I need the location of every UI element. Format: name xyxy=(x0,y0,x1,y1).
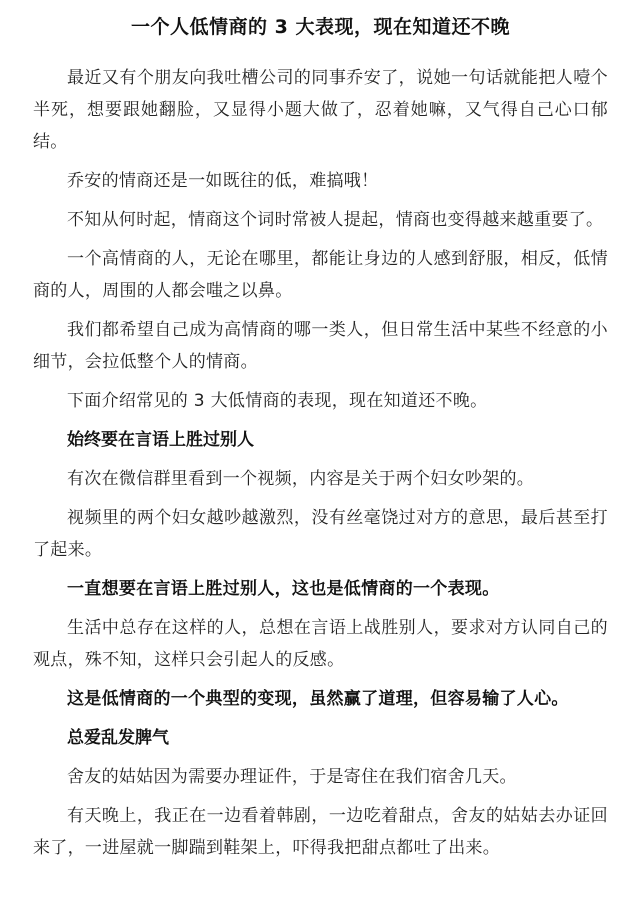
paragraph: 不知从何时起，情商这个词时常被人提起，情商也变得越来越重要了。 xyxy=(67,210,604,230)
paragraph: 舍友的姑姑因为需要办理证件，于是寄住在我们宿舍几天。 xyxy=(67,767,517,787)
paragraph: 一个高情商的人，无论在哪里，都能让身边的人感到舒服，相反，低情商的人，周围的人都会嗤之以鼻。 xyxy=(33,249,608,301)
article-title: 一个人低情商的 3 大表现，现在知道还不晚 xyxy=(131,16,510,38)
section-heading: 总爱乱发脾气 xyxy=(67,728,169,748)
paragraph: 乔安的情商还是一如既往的低，难搞哦！ xyxy=(67,171,379,191)
paragraph: 有天晚上，我正在一边看着韩剧，一边吃着甜点，舍友的姑姑去办证回来了，一进屋就一脚踹到鞋架上，吓得我把甜点都吐了出来。 xyxy=(33,806,608,858)
paragraph: 最近又有个朋友向我吐槽公司的同事乔安了，说她一句话就能把人噎个半死，想要跟她翻脸，又显得小题大做了，忍着她嘛，又气得自己心口郁结。 xyxy=(33,68,608,152)
paragraph: 有次在微信群里看到一个视频，内容是关于两个妇女吵架的。 xyxy=(67,469,535,489)
paragraph: 视频里的两个妇女越吵越激烈，没有丝毫饶过对方的意思，最后甚至打了起来。 xyxy=(33,508,608,560)
paragraph: 生活中总存在这样的人，总想在言语上战胜别人，要求对方认同自己的观点，殊不知，这样只会引起人的反感。 xyxy=(33,618,608,670)
bold-statement: 一直想要在言语上胜过别人，这也是低情商的一个表现。 xyxy=(67,579,500,599)
paragraph: 下面介绍常见的 3 大低情商的表现，现在知道还不晚。 xyxy=(67,391,488,411)
paragraph: 我们都希望自己成为高情商的哪一类人，但日常生活中某些不经意的小细节，会拉低整个人的情商。 xyxy=(33,320,608,372)
bold-statement: 这是低情商的一个典型的变现，虽然赢了道理，但容易输了人心。 xyxy=(67,689,569,709)
section-heading: 始终要在言语上胜过别人 xyxy=(67,430,254,450)
